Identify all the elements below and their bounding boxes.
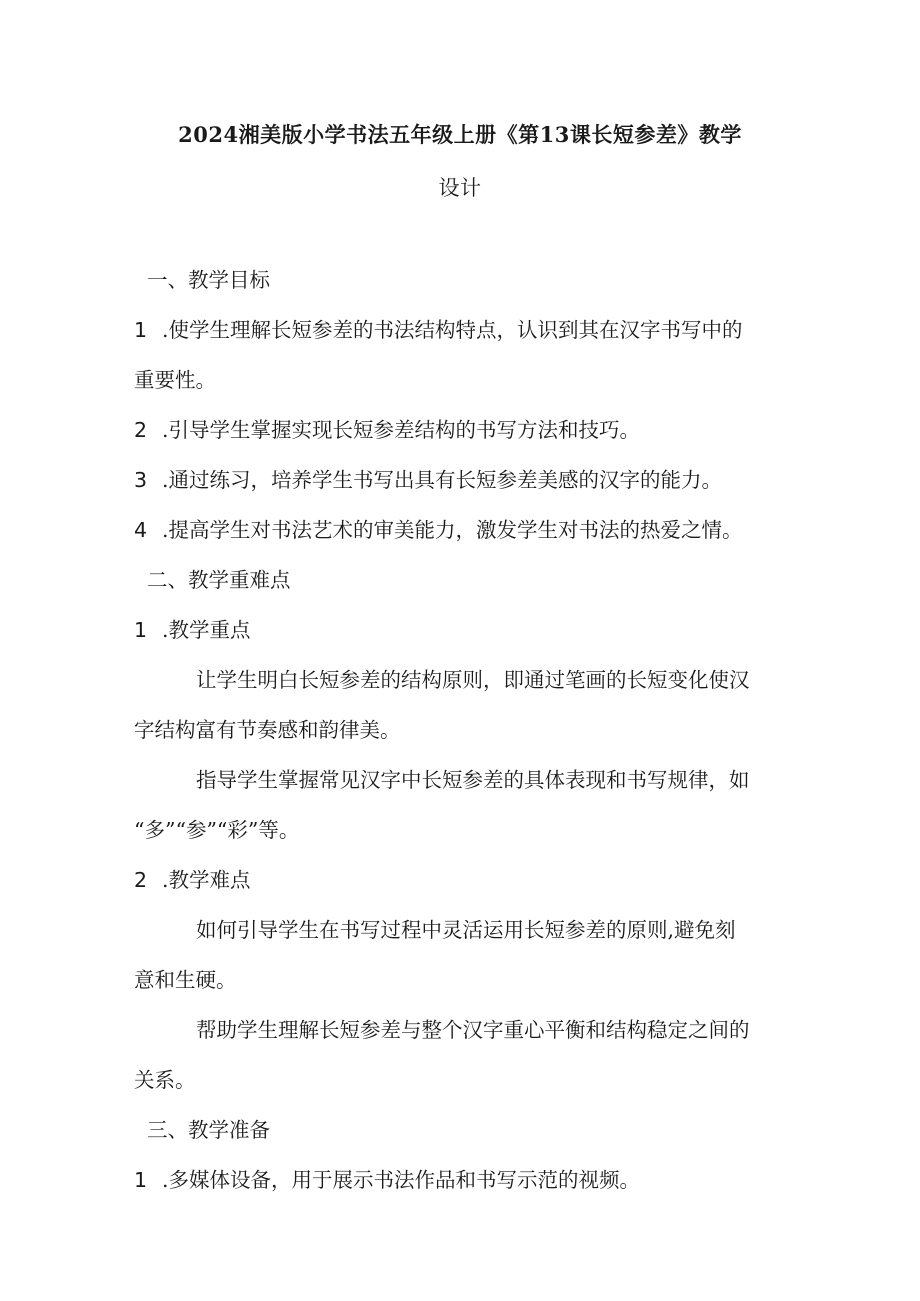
section-heading-preparation: 三、教学准备 bbox=[147, 1118, 270, 1142]
item-text: .引导学生掌握实现长短参差结构的书写方法和技巧。 bbox=[162, 418, 641, 442]
item-number: 1 bbox=[134, 618, 148, 642]
goal-item-1-continued: 重要性。 bbox=[134, 368, 216, 392]
paragraph-difficulty-1: 如何引导学生在书写过程中灵活运用长短参差的原则,避免刻 bbox=[196, 918, 736, 942]
item-text: .教学重点 bbox=[162, 618, 251, 642]
paragraph-difficulty-2-continued: 关系。 bbox=[134, 1068, 196, 1092]
item-text: .通过练习，培养学生书写出具有长短参差美感的汉字的能力。 bbox=[162, 468, 723, 492]
goal-item-2 bbox=[134, 416, 640, 444]
subheading-key-point bbox=[134, 616, 251, 644]
paragraph-difficulty-1-continued: 意和生硬。 bbox=[134, 968, 237, 992]
goal-item-1 bbox=[134, 316, 743, 344]
item-text: .多媒体设备，用于展示书法作品和书写示范的视频。 bbox=[162, 1168, 641, 1192]
item-text: .教学难点 bbox=[162, 868, 251, 892]
paragraph-key-point-1-continued: 字结构富有节奏感和韵律美。 bbox=[134, 718, 401, 742]
item-number: 4 bbox=[134, 518, 148, 542]
section-heading-goals: 一、教学目标 bbox=[147, 268, 270, 292]
paragraph-difficulty-2: 帮助学生理解长短参差与整个汉字重心平衡和结构稳定之间的 bbox=[196, 1018, 750, 1042]
item-number: 1 bbox=[134, 1168, 148, 1192]
paragraph-key-point-1: 让学生明白长短参差的结构原则，即通过笔画的长短变化使汉 bbox=[196, 668, 750, 692]
item-text: .使学生理解长短参差的书法结构特点，认识到其在汉字书写中的 bbox=[162, 318, 743, 342]
goal-item-3 bbox=[134, 466, 722, 494]
item-number: 3 bbox=[134, 468, 148, 492]
document-title: 2024湘美版小学书法五年级上册《第13课长短参差》教学 bbox=[178, 122, 742, 147]
item-number: 2 bbox=[134, 868, 148, 892]
preparation-item-1 bbox=[134, 1166, 640, 1194]
item-number: 1 bbox=[134, 318, 148, 342]
item-text: .提高学生对书法艺术的审美能力，激发学生对书法的热爱之情。 bbox=[162, 518, 743, 542]
subheading-difficulty bbox=[134, 866, 251, 894]
section-heading-key-points: 二、教学重难点 bbox=[147, 568, 291, 592]
paragraph-key-point-2: 指导学生掌握常见汉字中长短参差的具体表现和书写规律，如 bbox=[196, 768, 750, 792]
paragraph-key-point-2-continued: “多”“参”“彩”等。 bbox=[134, 818, 300, 842]
item-number: 2 bbox=[134, 418, 148, 442]
goal-item-4 bbox=[134, 516, 743, 544]
document-title-continued: 设计 bbox=[438, 176, 482, 200]
